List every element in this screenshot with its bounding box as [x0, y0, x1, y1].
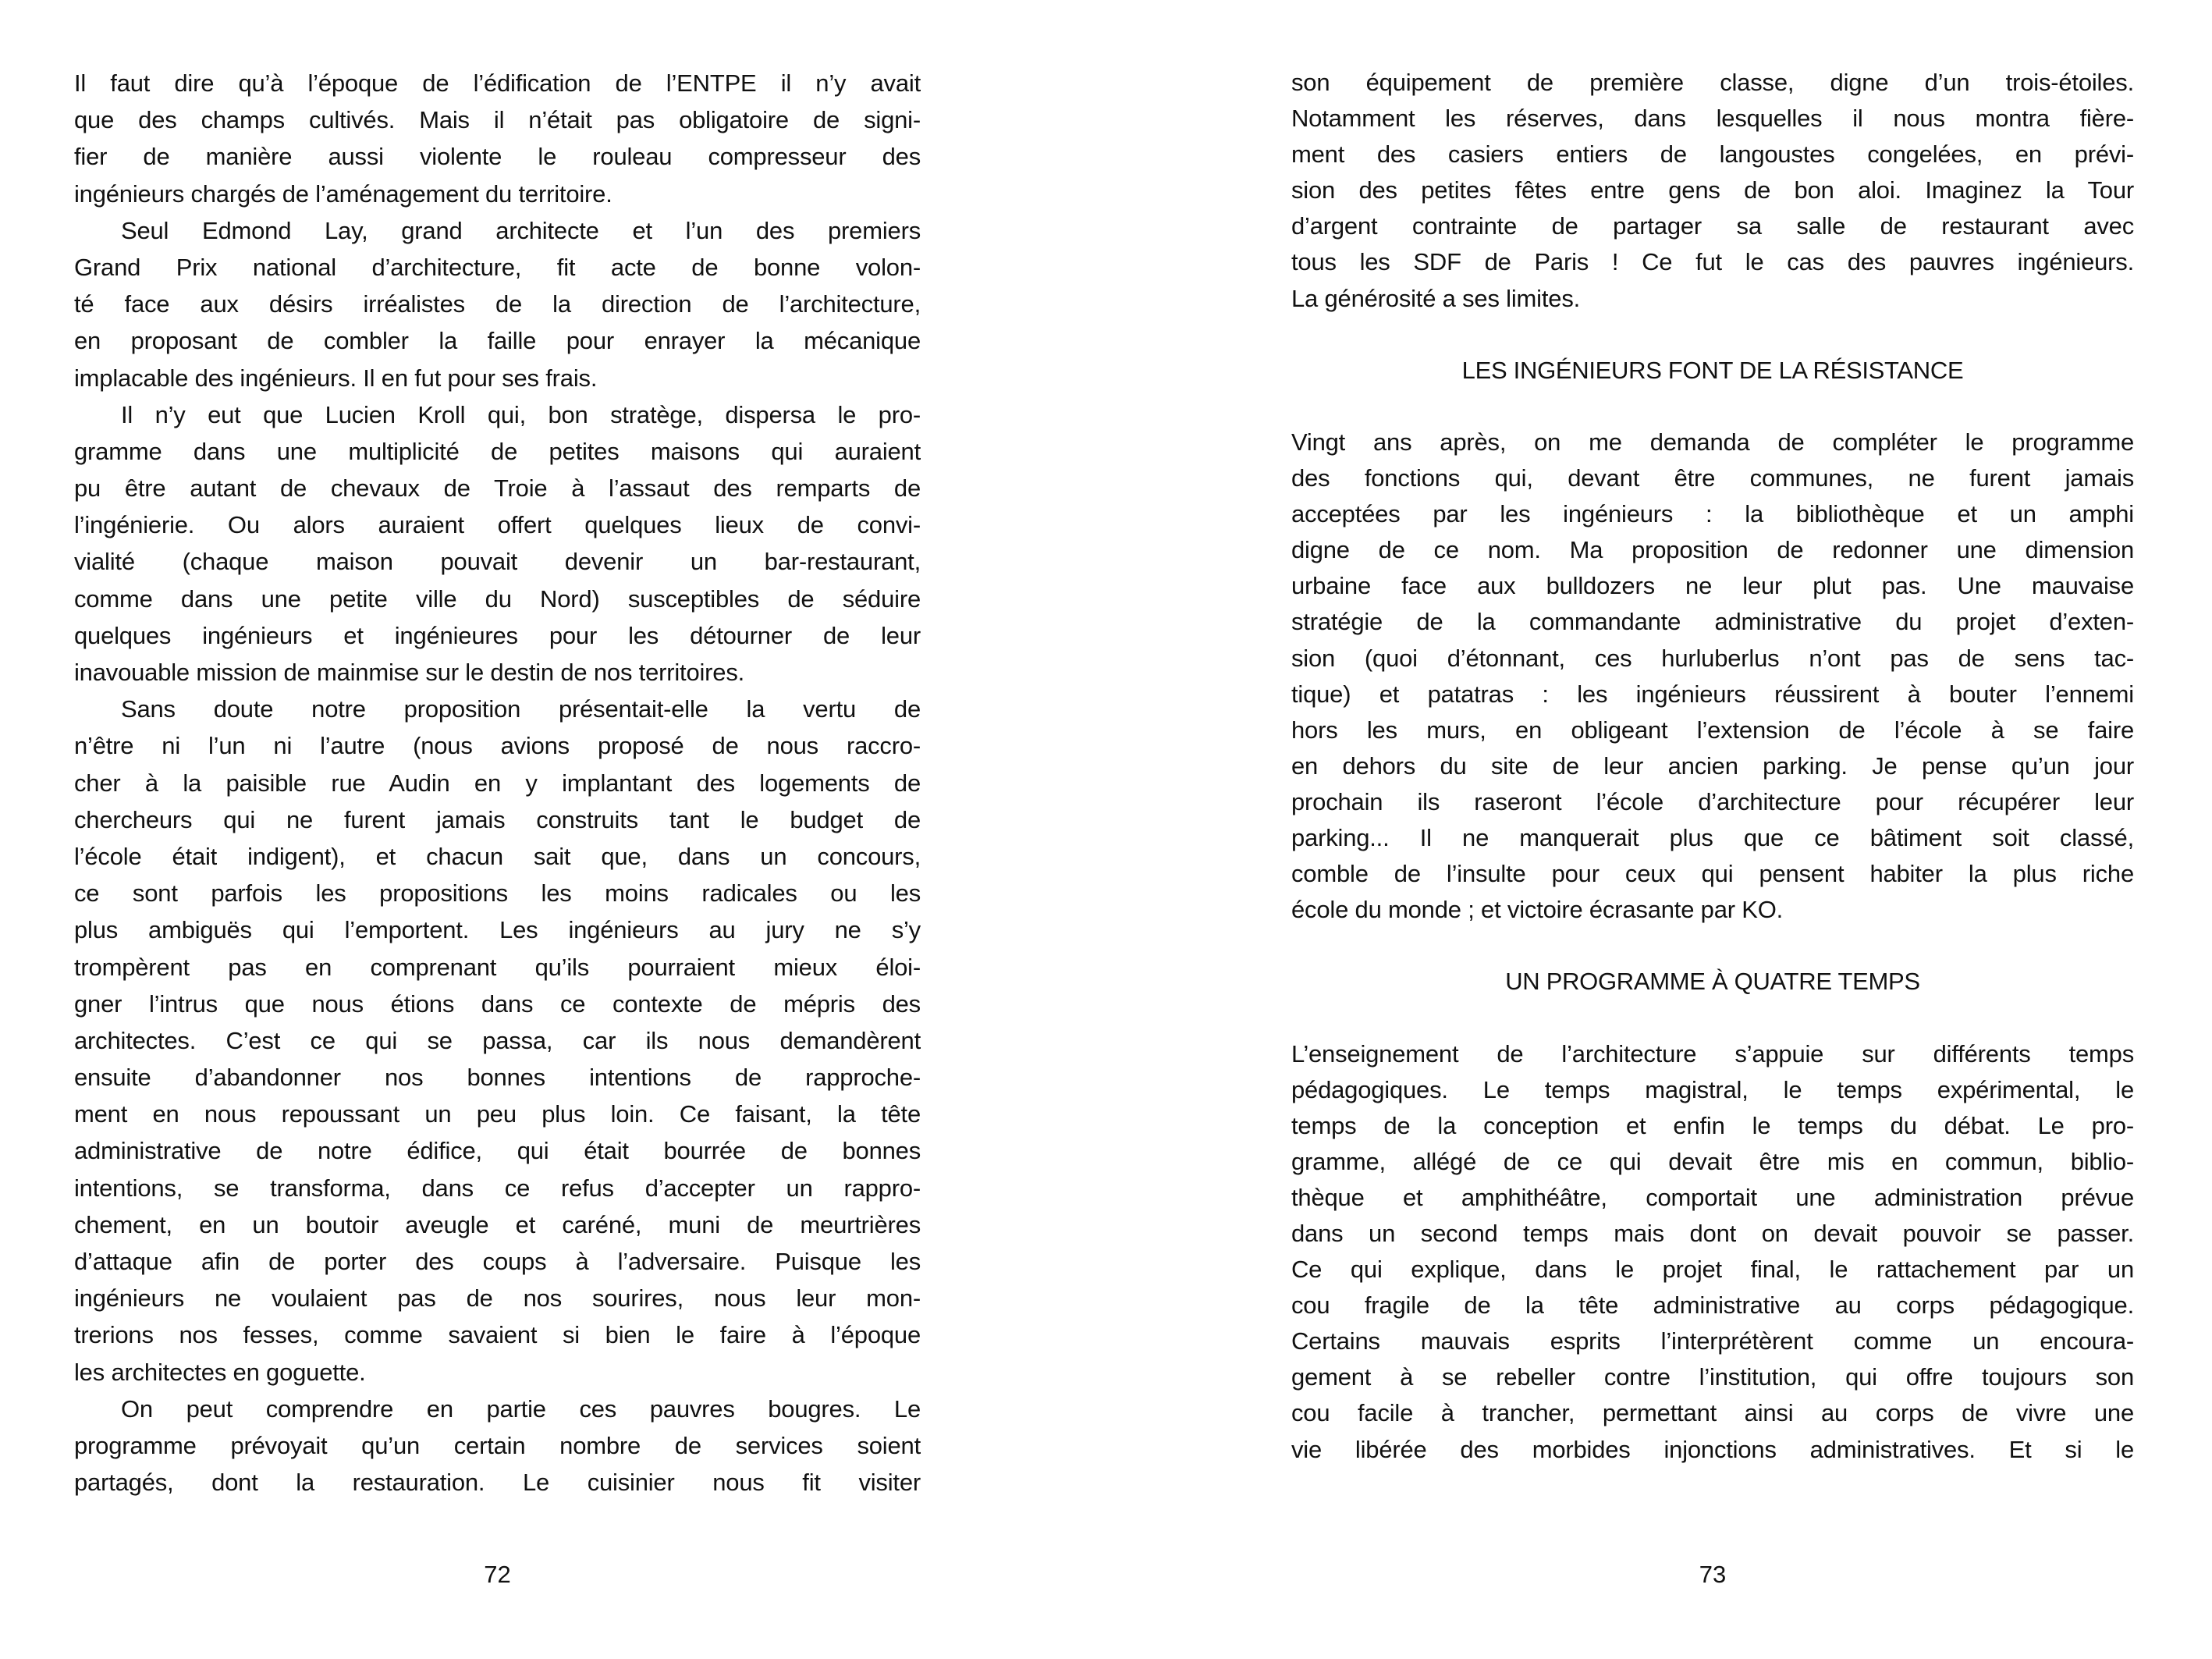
text-line: gramme, allégé de ce qui devait être mis en commun, biblio- [1291, 1147, 2134, 1175]
text-line: comble de l’insulte pour ceux qui pensent habiter la plus riche [1291, 860, 2134, 888]
text-line: administrative de notre édifice, qui était bourrée de bonnes [74, 1137, 921, 1165]
left-page-body-text [74, 65, 921, 1501]
text-line: trompèrent pas en comprenant qu’ils pourraient mieux éloi- [74, 953, 921, 981]
text-line: té face aux désirs irréalistes de la direction de l’architecture, [74, 290, 921, 318]
text-line: tique) et patatras : les ingénieurs réussirent à bouter l’ennemi [1291, 680, 2134, 708]
text-line: gramme dans une multiplicité de petites maisons qui auraient [74, 437, 921, 465]
left-page [74, 0, 921, 1659]
text-line: ensuite d’abandonner nos bonnes intentions de rapproche- [74, 1064, 921, 1092]
text-line: Notamment les réserves, dans lesquelles il nous montra fière- [1291, 105, 2134, 133]
text-line: ingénieurs ne voulaient pas de nos sourires, nous leur mon- [74, 1284, 921, 1313]
text-line: cou fragile de la tête administrative au corps pédagogique. [1291, 1291, 2134, 1320]
text-line: les architectes en goguette. [74, 1358, 366, 1386]
text-line: chercheurs qui ne furent jamais construits tant le budget de [74, 805, 921, 833]
text-line: L’enseignement de l’architecture s’appuie sur différents temps [1291, 1039, 2134, 1068]
text-line: implacable des ingénieurs. Il en fut pour ses frais. [74, 364, 598, 392]
text-line: digne de ce nom. Ma proposition de redonner une dimension [1291, 536, 2134, 564]
text-line: d’argent contrainte de partager sa salle de restaurant avec [1291, 212, 2134, 240]
text-line: vialité (chaque maison pouvait devenir un bar-restaurant, [74, 548, 921, 576]
text-line: tous les SDF de Paris ! Ce fut le cas des pauvres ingénieurs. [1291, 248, 2134, 276]
text-line: sion (quoi d’étonnant, ces hurluberlus n’ont pas de sens tac- [1291, 644, 2134, 672]
text-line: partagés, dont la restauration. Le cuisinier nous fit visiter [74, 1469, 921, 1497]
text-line: Ce qui explique, dans le projet final, le rattachement par un [1291, 1256, 2134, 1284]
text-line: n’être ni l’un ni l’autre (nous avions proposé de nous raccro- [74, 732, 921, 760]
text-line: école du monde ; et victoire écrasante par KO. [1291, 896, 1784, 924]
text-line: en dehors du site de leur ancien parking. Je pense qu’un jour [1291, 751, 2134, 780]
text-line: en proposant de combler la faille pour enrayer la mécanique [74, 327, 921, 355]
text-line: comme dans une petite ville du Nord) susceptibles de séduire [74, 584, 921, 613]
blank-line [1291, 389, 2134, 425]
text-line: l’ingénierie. Ou alors auraient offert quelques lieux de convi- [74, 511, 921, 539]
blank-line [1291, 1000, 2134, 1036]
paragraph-first-line: On peut comprendre en partie ces pauvres bougres. Le [121, 1394, 921, 1423]
text-line: thèque et amphithéâtre, comportait une administration prévue [1291, 1183, 2134, 1211]
text-line: cou facile à trancher, permettant ainsi au corps de vivre une [1291, 1399, 2134, 1427]
text-line: son équipement de première classe, digne d’un trois-étoiles. [1291, 69, 2134, 96]
right-page [1291, 0, 2134, 1659]
text-line: inavouable mission de mainmise sur le destin de nos territoires. [74, 659, 745, 686]
text-line: chement, en un boutoir aveugle et caréné, muni de meurtrières [74, 1210, 921, 1238]
section-heading: LES INGÉNIEURS FONT DE LA RÉSISTANCE [1461, 356, 1964, 384]
page-number-right: 73 [1699, 1561, 1727, 1588]
text-line: dans un second temps mais dont on devait pouvoir se passer. [1291, 1220, 2134, 1247]
text-line: des fonctions qui, devant être communes, ne furent jamais [1291, 464, 2134, 492]
text-line: pu être autant de chevaux de Troie à l’assaut des remparts de [74, 474, 921, 503]
text-line: acceptées par les ingénieurs : la bibliothèque et un amphi [1291, 500, 2134, 528]
right-page-body-text [1291, 65, 2134, 1468]
text-line: pédagogiques. Le temps magistral, le temps expérimental, le [1291, 1075, 2134, 1103]
text-line: sion des petites fêtes entre gens de bon aloi. Imaginez la Tour [1291, 176, 2134, 204]
text-line: stratégie de la commandante administrative du projet d’exten- [1291, 608, 2134, 636]
text-line: urbaine face aux bulldozers ne leur plut pas. Une mauvaise [1291, 572, 2134, 600]
text-line: l’école était indigent), et chacun sait que, dans un concours, [74, 842, 921, 870]
text-line: cher à la paisible rue Audin en y implantant des logements de [74, 769, 921, 797]
text-line: ingénieurs chargés de l’aménagement du territoire. [74, 179, 612, 208]
text-line: vie libérée des morbides injonctions administratives. Et si le [1291, 1435, 2134, 1463]
text-line: fier de manière aussi violente le rouleau compresseur des [74, 143, 921, 171]
text-line: trerions nos fesses, comme savaient si bien le faire à l’époque [74, 1321, 921, 1349]
text-line: Il faut dire qu’à l’époque de l’édification de l’ENTPE il n’y avait [74, 69, 921, 97]
text-line: La générosité a ses limites. [1291, 284, 1581, 312]
text-line: Certains mauvais esprits l’interprétèrent comme un encoura- [1291, 1327, 2134, 1355]
text-line: hors les murs, en obligeant l’extension de l’école à se faire [1291, 716, 2134, 744]
paragraph-first-line: Seul Edmond Lay, grand architecte et l’un des premiers [121, 216, 921, 244]
text-line: ment en nous repoussant un peu plus loin. Ce faisant, la tête [74, 1100, 921, 1128]
text-line: programme prévoyait qu’un certain nombre de services soient [74, 1431, 921, 1459]
text-line: d’attaque afin de porter des coups à l’adversaire. Puisque les [74, 1248, 921, 1275]
text-line: intentions, se transforma, dans ce refus d’accepter un rappro- [74, 1174, 921, 1202]
text-line: architectes. C’est ce qui se passa, car ils nous demandèrent [74, 1026, 921, 1054]
text-line: Vingt ans après, on me demanda de compléter le programme [1291, 428, 2134, 456]
text-line: quelques ingénieurs et ingénieures pour les détourner de leur [74, 621, 921, 649]
blank-line [1291, 317, 2134, 353]
paragraph-first-line: Sans doute notre proposition présentait-elle la vertu de [121, 695, 921, 723]
text-line: gement à se rebeller contre l’institution, qui offre toujours son [1291, 1363, 2134, 1391]
text-line: plus ambiguës qui l’emportent. Les ingénieurs au jury ne s’y [74, 916, 921, 944]
text-line: ce sont parfois les propositions les moins radicales ou les [74, 879, 921, 908]
text-line: Grand Prix national d’architecture, fit acte de bonne volon- [74, 253, 921, 281]
blank-line [1291, 928, 2134, 964]
text-line: prochain ils raseront l’école d’architecture pour récupérer leur [1291, 787, 2134, 815]
paragraph-first-line: Il n’y eut que Lucien Kroll qui, bon stratège, dispersa le pro- [121, 400, 921, 428]
text-line: ment des casiers entiers de langoustes congelées, en prévi- [1291, 140, 2134, 169]
text-line: que des champs cultivés. Mais il n’était pas obligatoire de signi- [74, 106, 921, 134]
page-number-left: 72 [484, 1561, 511, 1588]
text-line: temps de la conception et enfin le temps du débat. Le pro- [1291, 1111, 2134, 1139]
text-line: parking... Il ne manquerait plus que ce bâtiment soit classé, [1291, 823, 2134, 851]
section-heading: UN PROGRAMME À QUATRE TEMPS [1505, 968, 1920, 996]
text-line: gner l’intrus que nous étions dans ce contexte de mépris des [74, 989, 921, 1018]
